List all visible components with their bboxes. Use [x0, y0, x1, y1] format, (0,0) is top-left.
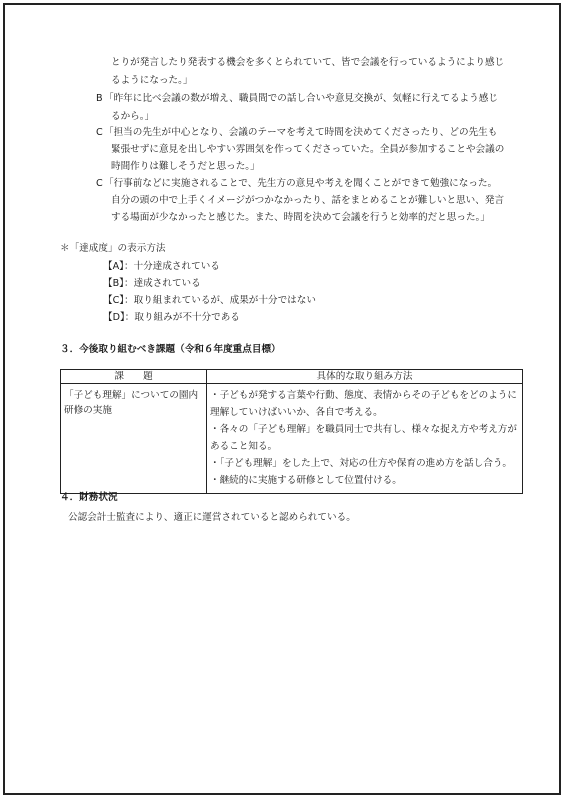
methods-cell: [207, 384, 523, 494]
comment-line: 緊張せずに意見を出しやすい雰囲気を作ってくださっていた。全員が参加することや会議の: [111, 144, 505, 155]
method-line: あること知る。: [210, 441, 278, 452]
legend-item: 【B】：達成されている: [103, 278, 201, 289]
method-line: ・「子ども理解」をした上で、対応の仕方や保育の進め方を話し合う。: [210, 458, 513, 469]
comment-continuation-line: るようになった。」: [111, 75, 193, 86]
method-line: ・各々の「子ども理解」を職員同士で共有し、様々な捉え方や考え方が: [210, 424, 517, 435]
method-line: 理解していけばいいか、各自で考える。: [210, 407, 383, 418]
comment-line: 自分の頭の中で上手くイメージがつかなかったり、話をまとめることが難しいと思い、発言: [111, 195, 505, 206]
comment-line: るから。」: [111, 111, 155, 122]
table-header-row: [61, 370, 523, 384]
method-line: ・継続的に実施する研修として位置付ける。: [210, 475, 402, 486]
comment-line: 「昨年に比べ会議の数が増え、職員間での話し合いや意見交換が、気軽に行えてるよう感じ: [104, 93, 498, 104]
comment-mark: C: [96, 127, 103, 138]
section-4-body: 公認会計士監査により、適正に運営されていると認められている。: [68, 512, 356, 523]
comment-continuation-line: とりが発言したり発表する機会を多くとられていて、皆で会議を行っているようにより感じ: [111, 57, 505, 68]
issue-line: 研修の実施: [64, 405, 112, 416]
issue-cell: [61, 384, 207, 494]
section-heading-4: ４．財務状況: [60, 492, 118, 503]
legend-item: 【D】：取り組みが不十分である: [103, 312, 240, 323]
method-line: ・子どもが発する言葉や行動、態度、表情からその子どもをどのように: [210, 390, 517, 401]
comment-line: 「担当の先生が中心となり、会議のテーマを考えて時間を決めてくださったり、どの先生も: [104, 127, 498, 138]
legend-title: ＊「達成度」の表示方法: [60, 243, 166, 254]
column-header-issue: 課 題: [61, 370, 207, 384]
column-header-methods: 具体的な取り組み方法: [207, 370, 523, 384]
comment-line: 時間作りは難しそうだと思った。」: [111, 161, 260, 172]
comment-line: 「行事前などに実施されることで、先生方の意見や考えを聞くことができて勉強になった。: [104, 178, 498, 189]
comment-mark: B: [96, 93, 103, 104]
issue-line: 「子ども理解」についての園内: [64, 390, 199, 401]
issues-table: [60, 369, 523, 494]
table-row: [61, 384, 523, 494]
section-heading-3: ３．今後取り組むべき課題（令和６年度重点目標）: [60, 344, 281, 355]
legend-item: 【C】：取り組まれているが、成果が十分ではない: [103, 295, 316, 306]
comment-mark: C: [96, 178, 103, 189]
comment-line: する場面が少なかったと感じた。また、時間を決めて会議を行うと効率的だと思った。」: [111, 212, 490, 223]
legend-item: 【A】：十分達成されている: [103, 261, 220, 272]
